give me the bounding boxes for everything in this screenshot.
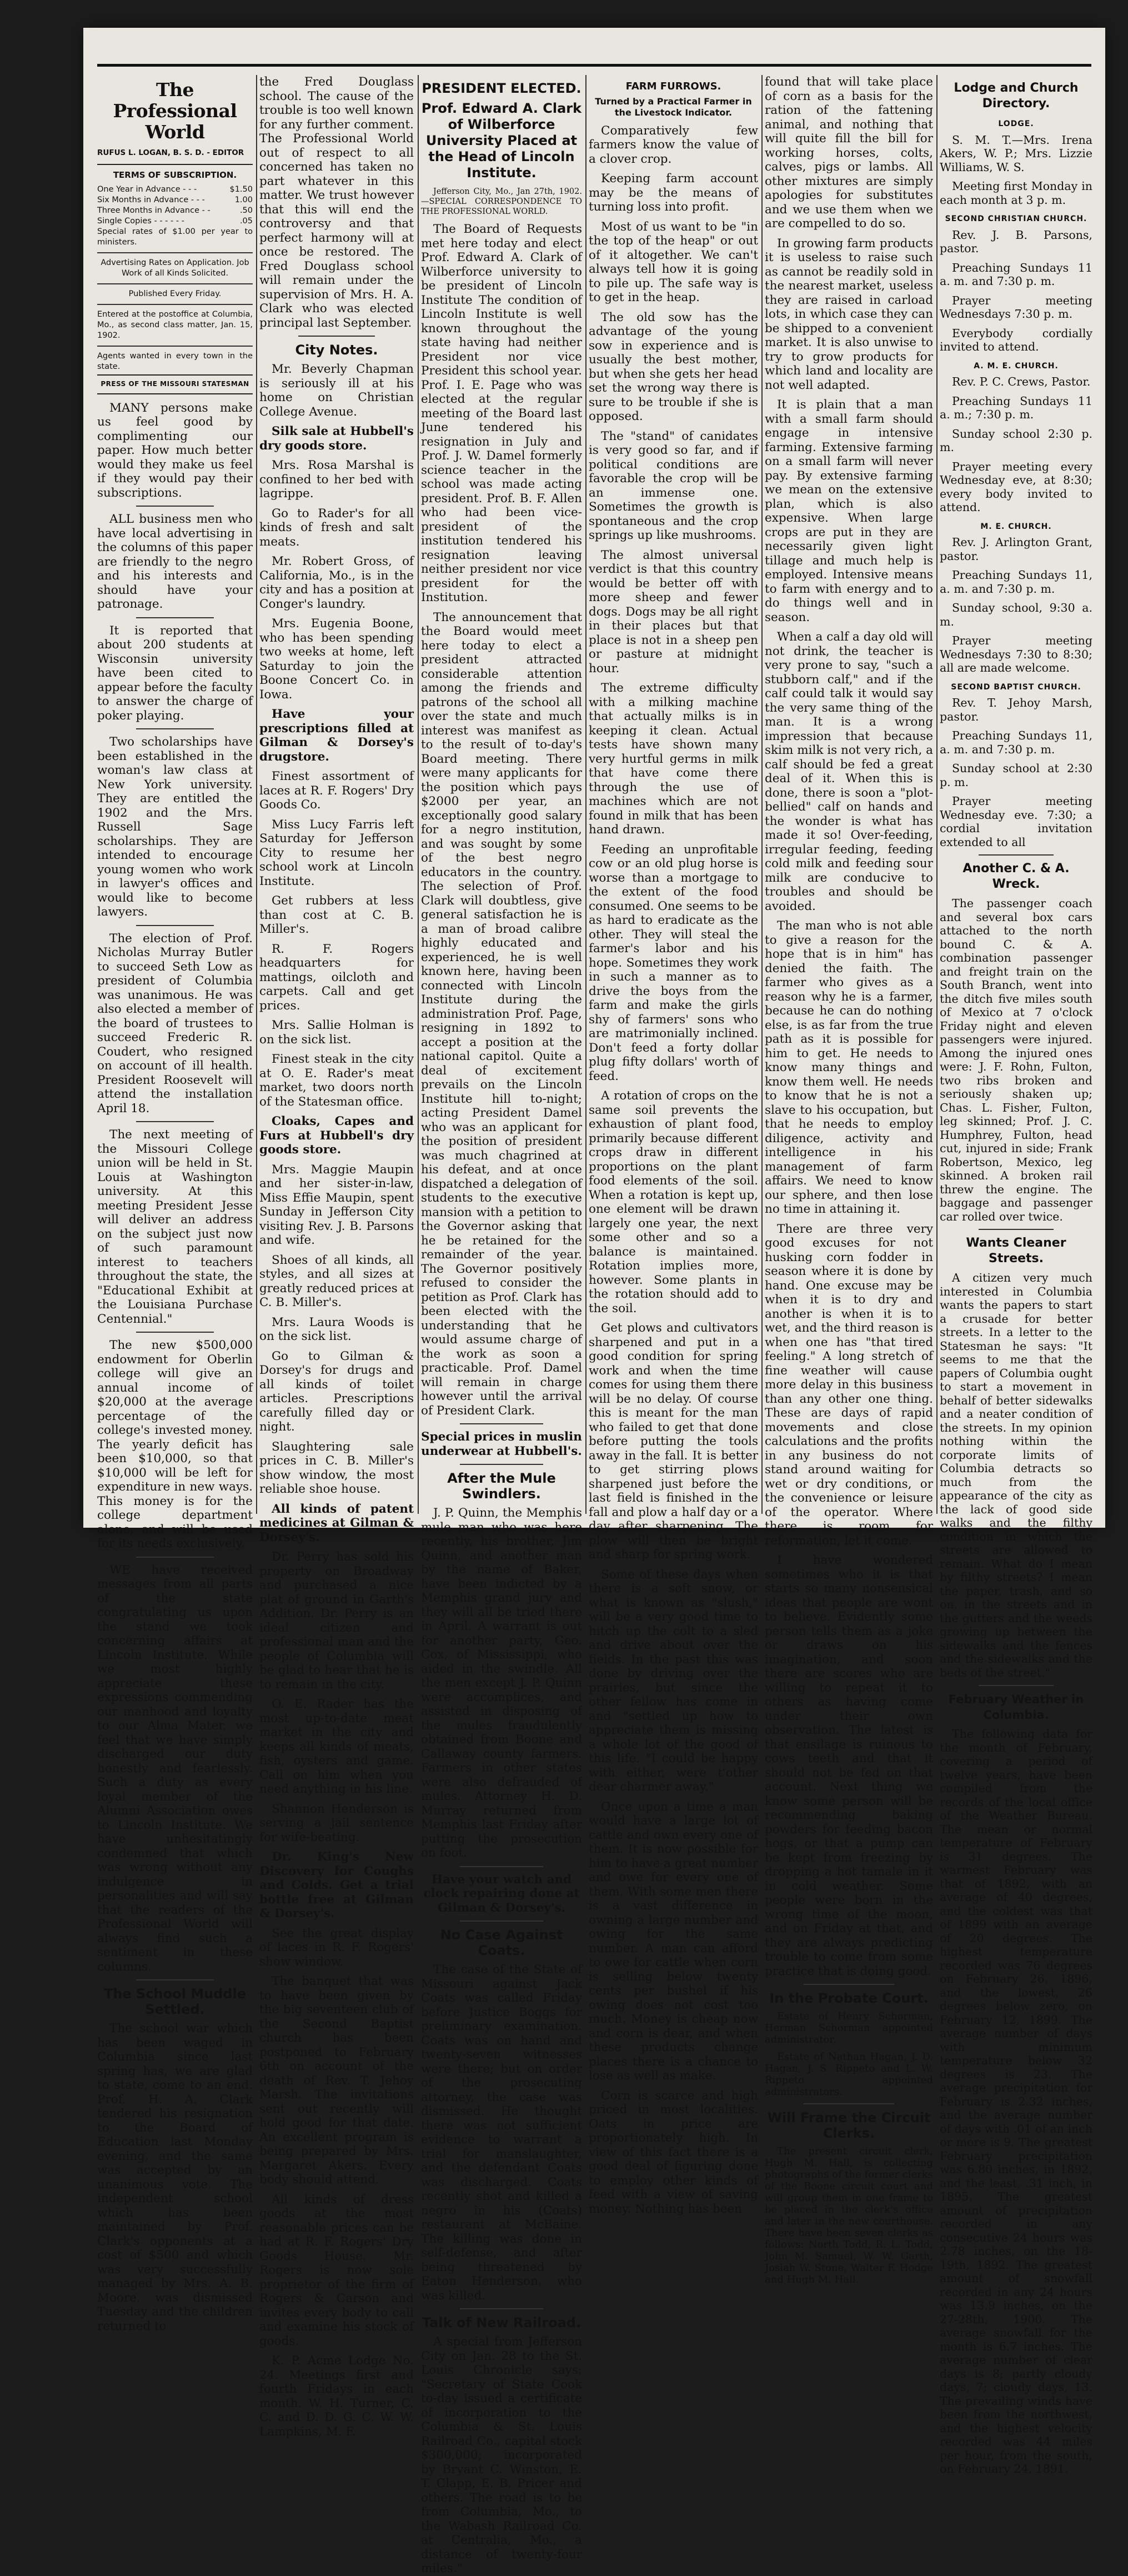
- directory-line: Everybody cordially invited to attend.: [940, 326, 1092, 353]
- city-note: Dr. King's New Discovery for Coughs and Colds. Get a trial bottle free at Gilman & Dorsey's.: [259, 1850, 414, 1920]
- directory-section-title: M. E. CHURCH.: [980, 522, 1052, 531]
- directory-section-title: SECOND CHRISTIAN CHURCH.: [945, 214, 1087, 223]
- cleaner-streets-heading: Wants Cleaner Streets.: [966, 1236, 1066, 1266]
- city-note: The banquet that was to have been given by the big seventeen club of the Second Baptist church has been postponed to February 6th on account of the death of Rev. T. Jehoy Marsh. The invitations sent out recently will hold good for that date. An excellent program is being prepared by Mrs. Margaret Akers. Every body should attend.: [259, 1974, 414, 2187]
- editorial-paragraph: WE have received messages from all parts of the state congratulating us upon the stand we took concerning affairs at Lincoln Institute. While we most highly appreciate these expressions commending our manhood and loyalty to our Alma Mater, we feel that we have simply discharged our duty honestly and fearlessly. Such a duty as every loyal member of the Alumni Association owes to Lincoln Institute. We have unhesitatingly condemned that which was wrong without any indulgence in personalities and will say that the readers of the Professional World will always find such a sentiment in these columns.: [97, 1563, 253, 1974]
- farm-item: Feeding an unprofitable cow or an old plug horse is worse than a mortgage to the extent of the food consumed. One seems to be as hard to eradicate as the other. They will steal the farmer's labor and his hope. Sometimes they work in such a manner as to drive the boys from the farm and make the girls shy of farmers' sons who are matrimonially inclined. Don't feed a forty dollar plug fifty dollars' worth of feed.: [589, 842, 758, 1083]
- column-3: [421, 75, 582, 2575]
- editorial-paragraph: MANY persons make us feel good by complimenting our paper. How much better would they make us feel if they would pay their subscriptions.: [97, 401, 253, 500]
- city-note: See the great display of laces in R. F. Rogers' show window.: [259, 1926, 414, 1969]
- city-note: Slaughtering sale prices in C. B. Miller's show window, the most reliable shoe house.: [259, 1439, 414, 1496]
- agents-note: Agents wanted in every town in the state.: [97, 352, 253, 371]
- divider: [460, 1464, 543, 1465]
- directory-line: Rev. J. B. Parsons, pastor.: [940, 228, 1092, 255]
- farm-item: Corn is scarce and high priced in most localities. Oats in price are proportionately high. In view of this fact there is a good deal of figuring done to employ other kinds of feed with a view of saving money. Nothing has been: [589, 2088, 758, 2216]
- city-note: Dr. Perry has sold his property on Broadway and purchased a nice plat of ground in Garth's Addition. Dr. Perry is an ideal citizen and professional man and the people of Columbia will be glad to hear that he is to remain in the city.: [259, 1550, 414, 1692]
- column-6: [940, 75, 1092, 2475]
- article-body: A citizen very much interested in Columbia wants the papers to start a crusade for better streets. In a letter to the Statesman he says: "It seems to me that the papers of Columbia ought to start a movement in behalf of better sidewalks and a neater condition of the streets. In my opinion nothing within the corporate limits of Columbia detracts so much from the appearance of the city as the lack of good side walks and the filthy condition in which the streets are allowed to remain. What do I mean by filthy streets? I mean the paper, trash, and so on, in the streets and in the gutters and the weeds growing up between the sidewalks and the fences and the sidewalks and the beds of the street.": [940, 1271, 1092, 1679]
- railroad-heading: Talk of New Railroad.: [422, 2315, 581, 2330]
- february-weather-heading: February Weather in Columbia.: [948, 1693, 1084, 1722]
- city-note: Mr. Robert Gross, of California, Mo., is in the city and has a position at Conger's laundry.: [259, 554, 414, 611]
- farm-item: The almost universal verdict is that this country would be better off with more sheep and fewer dogs. Dogs may be all right in their places but that place is not in a sheep pen or pasture at midnight hour.: [589, 548, 758, 676]
- directory-line: Sunday school 2:30 p. m.: [940, 427, 1092, 454]
- wreck-heading: Another C. & A. Wreck.: [962, 862, 1070, 891]
- president-elected-deck: Prof. Edward A. Clark of Wilberforce University Placed at the Head of Lincoln Institute.: [421, 101, 582, 181]
- farm-item: There are three very good excuses for not husking corn fodder in season where it is done by hand. One excuse may be when it is to dry and another is when it is to wet, and the third reason is when one has "that tired feeling." A long stretch of fine weather will cause more delay in this business than any other one thing. These are days of rapid movements and close calculations and the profits in any business do not stand around waiting for wet or dry conditions, or the convenience or leisure of the operator. Where there is room for reformation, let it come.: [765, 1222, 933, 1548]
- circuit-clerks-body: [765, 2145, 933, 2285]
- header-rule: [97, 64, 1091, 67]
- published-note: Published Every Friday.: [128, 289, 222, 298]
- directory-line: Preaching Sundays 11 a. m.; 7:30 p. m.: [940, 394, 1092, 421]
- divider: [460, 2308, 543, 2309]
- divider: [979, 1685, 1054, 1686]
- column-4: [589, 75, 758, 2216]
- terms-row: One Year in Advance - - - $1.50: [97, 185, 253, 194]
- entered-note: Entered at the postoffice at Columbia, Mo., as second class matter, Jan. 15, 1902.: [97, 310, 253, 340]
- directory-section-title: SECOND BAPTIST CHURCH.: [951, 682, 1081, 692]
- directory-line: Prayer meeting Wednesdays 7:30 to 8:30; all are made welcome.: [940, 634, 1092, 674]
- farm-item: I have wondered sometimes who it is that starts so many nonsensical ideas that people are wont to believe. Evidently some person tells them as a joke or draws on his imagination, and soon there are scores who are willing to repeat it to others as having come under their own observation. The latest is that ensilage is ruinous to cows teeth and that it should not be fed on that account. Next thing we know some person will be recommending baking powders for feeding bacon hogs, or that a pump can be kept from freezing by dropping a hot tamale in it in cold weather. Some people were born in the wrong time of the moon, and on Friday at that, and they are always predicting trouble to come from some practice that is doing good.: [765, 1553, 933, 1978]
- divider: [298, 336, 375, 337]
- farm-item: It is plain that a man with a small farm should engage in intensive farming. Extensive farming on a small farm will never pay. By extensive farming we mean on the extensive plan, which is also expensive. When large crops are put in they are necessarily given light tillage and much help is employed. Intensive means to farm with energy and to do things well and in season.: [765, 398, 933, 624]
- advertising-note: Advertising Rates on Application. Job Work of all Kinds Solicited.: [101, 258, 249, 278]
- watch-repair-ad: Have your watch and clock repairing done at Gilman & Dorsey's.: [423, 1872, 580, 1915]
- terms-row: Six Months in Advance - - - 1.00: [97, 196, 253, 204]
- directory-line: Rev. J. Arlington Grant, pastor.: [940, 536, 1092, 563]
- article-body: The following data for the month of February, covering a period of twelve years, have been compiled from the records of the local office of the Weather Bureau. The mean or normal temperature of February is 31 degrees. The warmest February was that of 1892, with an average of 40 degrees, and the coldest was that of 1899 with an average of 20 degrees. The highest temperature recorded was 76 degrees on February 26, 1896, and the lowest, 26 degrees below zero, on February 12, 1899. The average number of days with minimum temperature below 32 degrees is 23. The average precipitation for February is 2.32 inches, and the average number of days with .01 of an inch or more is 9. The greatest February precipitation was 6.80 inches, in 1892, and the least, .31 inch, in 1895. The greatest amount of precipitation recorded in any consecutive 24 hours was 2.78 inches, on the 18-19th, 1892. The greatest amount of snowfall recorded in any 24 hours was 13.9 inches, on the 27-28th, 1900. The average snowfall for the month is 6.7 inches. The average number of clear days is 8; partly cloudy days, 7; cloudy days, 13. The prevailing winds have been from the northwest, and the highest velocity recorded was 44 miles per hour, from the south, on February 24, 1891.: [940, 1727, 1092, 2475]
- president-elected-heading: PRESIDENT ELECTED.: [422, 81, 581, 96]
- city-note: Shoes of all kinds, all styles, and all sizes at greatly reduced prices at C. B. Miller's.: [259, 1253, 414, 1309]
- farm-item: The extreme difficulty with a milking machine that actually milks is in keeping it clean. Actual tests have shown many very hurtful germs in milk that have come there through the use of machines which are not found in milk that has been hand drawn.: [589, 681, 758, 837]
- city-note: Go to Gilman & Dorsey's for drugs and all kinds of toilet articles. Prescriptions carefully filled day or night.: [259, 1349, 414, 1434]
- masthead-editor: RUFUS L. LOGAN, B. S. D. - EDITOR: [97, 146, 253, 165]
- farm-furrows-deck: Turned by a Practical Farmer in the Livestock Indicator.: [595, 96, 752, 118]
- terms-heading: TERMS OF SUBSCRIPTION.: [113, 169, 237, 180]
- terms-row: Three Months in Advance - - .50: [97, 206, 253, 215]
- divider: [460, 1423, 543, 1424]
- directory-line: Preaching Sundays 11 a. m. and 7:30 p. m.: [940, 261, 1092, 288]
- directory-line: Prayer meeting every Wednesday eve, at 8:30; every body invited to attend.: [940, 459, 1092, 514]
- column-5: [765, 75, 933, 2285]
- city-note: Have your prescriptions filled at Gilman & Dorsey's drugstore.: [259, 707, 414, 764]
- city-note: Shannon Henderson is serving a jail sentence for wife-beating.: [259, 1802, 414, 1844]
- column-2: [259, 75, 414, 2439]
- divider: [136, 728, 214, 729]
- farm-item: The old sow has the advantage of the young sow in experience and is usually the best mother, but when she gets her head set the wrong way there is sure to be trouble if she is opposed.: [589, 310, 758, 423]
- article-continuation: the Fred Douglass school. The cause of the trouble is too well known for any further comment. The Professional World out of respect to all concerned has taken no part whatever in this matter. We trust however that this will end the controversy and that perfect harmony will at once be restored. The Fred Douglass school will remain under the supervision of Mrs. H. A. Clark who was elected principal last September.: [259, 75, 414, 330]
- divider: [97, 252, 253, 253]
- city-note: Miss Lucy Farris left Saturday for Jefferson City to resume her school work at Lincoln Institute.: [259, 817, 414, 888]
- divider: [136, 617, 214, 618]
- article-body: The passenger coach and several box cars attached to the north bound C. & A. combination passenger and freight train on the South Branch, went into the ditch five miles south of Mexico at 7 o'clock Friday night and eleven passengers were injured. Among the injured ones were: J. F. Rohn, Fulton, two ribs broken and seriously shaken up; Chas. L. Fisher, Fulton, leg skinned; Prof. J. C. Humphrey, Fulton, head cut, injured in side; Frank Robertson, Mexico, leg skinned. A broken rail threw the engine. The baggage and passenger car rolled over twice.: [940, 897, 1092, 1223]
- divider: [460, 1920, 543, 1922]
- city-note: Mrs. Sallie Holman is on the sick list.: [259, 1018, 414, 1047]
- editorial-paragraph: The election of Prof. Nicholas Murray Butler to succeed Seth Low as president of Columbia was unanimous. He was also elected a member of the board of trustees to succeed Frederic R. Coudert, who resigned on account of ill health. President Roosevelt will attend the installation April 18.: [97, 931, 253, 1116]
- divider: [136, 1979, 214, 1980]
- city-note: Mrs. Maggie Maupin and her sister-in-law, Miss Effie Maupin, spent Sunday in Jefferson City visiting Rev. J. B. Parsons and wife.: [259, 1162, 414, 1247]
- divider: [136, 1332, 214, 1333]
- probate-item: Estate of Henry Schorman, Herman Schorman appointed administrator.: [765, 2010, 933, 2045]
- farm-item: In growing farm products it is useless to raise such as cannot be readily sold in the nearest market, useless they are raised in carload lots, in which case they can be shipped to a convenient market. It is also unwise to try to grow products for which land and locality are not well adapted.: [765, 236, 933, 392]
- directory-section-title: A. M. E. CHURCH.: [974, 361, 1059, 371]
- divider: [460, 1866, 543, 1867]
- city-note: O. E. Rader has the most up-to-date meat market in the city and keeps all kinds of meats, fish, oysters and game. Call on him when you need anything in his line.: [259, 1697, 414, 1796]
- divider: [136, 506, 214, 507]
- farm-item: Some of these days when there is a soft snow, or what is known as "slush," will be a very good time to hitch up the colt to a sled and drive about over the fields. In the past this was done by driving over the prairies, but since the other fellow has come in and "settled up how to appreciate them is missing a whole lot of the good of this life. "I could be happy with either, were t'other dear charmer away.": [589, 1567, 758, 1794]
- farm-item: A rotation of crops on the same soil prevents the exhaustion of plant food, primarily because different crops draw in different proportions on the plant food elements of the soil. When a rotation is kept up, one element will be drawn largely one year, the next some other and so a balance is maintained. Rotation implies more, however. Some plants in the rotation should add to the soil.: [589, 1089, 758, 1315]
- city-note: Finest assortment of laces at R. F. Rogers' Dry Goods Co.: [259, 769, 414, 812]
- farm-item: Most of us want to be "in the top of the heap" or out of it altogether. We can't always tell how it is going to pile up. The safe way is to get in the heap.: [589, 219, 758, 304]
- farm-item: When a calf a day old will not drink, the teacher is very prone to say, "such a stubborn calf," and if the calf could talk it would say the very same thing of the man. It is a wrong impression that because skim milk is not very rich, a calf should be fed a great deal of it. When this is done, there is soon a "plot-bellied" calf on hands and the wonder is what has made it so! Over-feeding, irregular feeding, feeding cold milk and feeding sour milk are conducive to troubles and should be avoided.: [765, 630, 933, 913]
- farm-item: The "stand" of canidates is very good so far, and if political conditions are favorable the crop will be an immense one. Sometimes the growth is spontaneous and the crop springs up like mushrooms.: [589, 429, 758, 542]
- divider: [97, 283, 253, 284]
- divider: [136, 1557, 214, 1558]
- directory-line: Prayer meeting Wednesday eve. 7:30; a cordial invitation extended to all: [940, 794, 1092, 849]
- city-note: Go to Rader's for all kinds of fresh and salt meats.: [259, 506, 414, 549]
- farm-furrows-heading: FARM FURROWS.: [625, 81, 721, 92]
- city-note: Cloaks, Capes and Furs at Hubbell's dry goods store.: [259, 1114, 414, 1157]
- divider: [979, 854, 1054, 856]
- press-line: PRESS OF THE MISSOURI STATESMAN: [97, 374, 253, 394]
- directory-line: Sunday school at 2:30 p. m.: [940, 762, 1092, 789]
- city-note: Get rubbers at less than cost at C. B. Miller's.: [259, 894, 414, 936]
- farm-item: Comparatively few farmers know the value of a clover crop.: [589, 123, 758, 166]
- probate-court-heading: In the Probate Court.: [769, 1990, 929, 2006]
- divider: [97, 304, 253, 305]
- column-rule: [418, 75, 419, 1514]
- divider: [979, 1229, 1054, 1230]
- article-body: The case of the State of Missouri against Jack Coats was called Friday before Justice Boggs for preliminary examination. Coats was on hand and twenty-seven witnesses were there; but on order of the prosecuting attorney, the case was dismissed. He thought there was not sufficient evidence to warrant a trial for manslaughter, and the defendant Coats was discharged. Coats recently shot and killed a negro in his (Coats) restaurant at McBaine. The killing was done in self-defense, and after being threatened by Eaton Henderson, who was killed.: [421, 1963, 582, 2303]
- farm-item: Get plows and cultivators sharpened and put in a good condition for spring work and when the time comes for using them there will be no delay. Of course this is meant for the man who failed to get that done before putting the tools away in the fall. It is better to get stirring plows sharpened just before the last field is finished in the fall and plow a half day or a day after sharpening. The plow will then be bright and sharp for spring work.: [589, 1321, 758, 1562]
- directory-line: Preaching Sundays 11, a. m. and 7:30 p. m.: [940, 729, 1092, 756]
- city-note: Mr. Beverly Chapman is seriously ill at his home on Christian College Avenue.: [259, 362, 414, 419]
- farm-item: Keeping farm account may be the means of turning loss into profit.: [589, 172, 758, 214]
- probate-item: Estate of Nathan Hagan, J. D. Hagan, J. S. Rippeto and L. W. Rippeto appointed administrators.: [765, 2051, 933, 2098]
- editorial-paragraph: The new $500,000 endowment for Oberlin college will give an annual income of $20,000 at the average percentage of the college's invested money. The yearly deficit has been $10,000, so that $10,000 will be left for expenditure in new ways. This money is for the college department alone, and will be used for its needs exclusively.: [97, 1338, 253, 1550]
- column-1: [97, 75, 253, 2333]
- directory-heading: Lodge and Church Directory.: [954, 81, 1079, 111]
- divider: [136, 925, 214, 926]
- circuit-clerks-heading: Will Frame the Circuit Clerks.: [767, 2110, 931, 2141]
- muslin-ad: Special prices in muslin underwear at Hubbell's.: [421, 1430, 582, 1458]
- city-note: K. P. Acme Lodge No. 24. Meetings first and fourth Fridays in each month. W. H. Turner, C. C. and D. D. G. C. W. W. Lampkins, M. F.: [259, 2354, 414, 2439]
- directory-line: Preaching Sundays 11, a. m. and 7:30 p. m.: [940, 568, 1092, 596]
- directory-line: Rev. T. Jehoy Marsh, pastor.: [940, 696, 1092, 723]
- editorial-paragraph: ALL business men who have local advertising in the columns of this paper are friendly to the negro and his interests and should have your patronage.: [97, 512, 253, 611]
- directory-line: S. M. T.—Mrs. Irena Akers, W. P.; Mrs. Lizzie Williams, W. S.: [940, 133, 1092, 174]
- divider: [97, 346, 253, 347]
- editorial-paragraph: Two scholarships have been established in the woman's law class at New York university. They are entitled the 1902 and the Mrs. Russell Sage scholarships. They are intended to encourage young women who work in lawyer's offices and would like to become lawyers.: [97, 735, 253, 919]
- mule-swindlers-heading: After the Mule Swindlers.: [447, 1470, 556, 1502]
- directory-line: Prayer meeting Wednesdays 7:30 p. m.: [940, 293, 1092, 321]
- city-note: All kinds of patent medicines at Gilman & Dorsey's.: [259, 1502, 414, 1544]
- city-note: Mrs. Rosa Marshal is confined to her bed with lagrippe.: [259, 458, 414, 501]
- farm-item: found that will take place of corn as a basis for the ration of the fattening animal, and nothing that will quite fill the bill for working horses, colts, calves, pigs or lambs. All other mixtures are simply apologies for substitutes and we use them when we are compelled to do so.: [765, 75, 933, 231]
- article-body: The Board of Requests met here today and elect Prof. Edward A. Clark of Wilberforce university to be president of Lincoln Institute The condition of Lincoln Institute is well known throughout the state having had neither President nor vice President this school year. Prof. I. E. Page who was elected at the regular meeting of the Board last June tendered his resignation in July and Prof. J. W. Damel formerly science teacher in the school was made acting president. Prof. B. F. Allen who had been vice-president of the institution tendered his resignation leaving neither president nor vice president for the Institution.: [421, 222, 582, 604]
- article-body: The present circuit clerk, Hugh M. Hall, is collecting photographs of the former clerks of the Boone circuit court and will group them in one frame to be placed in the clerk's office and later in the new courthouse. There have been seven clerks as follows: North Todd, R. L. Todd, John M. Samuel, W. W. Garth, Josiah W. Stone, Walter F. Hodge and Hugh M. Hall.: [765, 2145, 933, 2285]
- divider: [804, 2103, 894, 2104]
- dateline: Jefferson City, Mo., Jan 27th, 1902.—SPECIAL CORRESPONDENCE TO THE PROFESSIONAL WORLD.: [421, 187, 582, 216]
- city-note: Mrs. Laura Woods is on the sick list.: [259, 1315, 414, 1343]
- probate-items: [765, 2010, 933, 2098]
- article-body: J. P. Quinn, the Memphis mule man who was here recently, his brother, Jim Quinn, and another man by the name of Baker, have been indicted by a Memphis grand jury and they will all be tried there in April. A warrant is out for another party, Geo. Cox, of Mississippi, who aided in the swindle. All the men except J. P. Quinn were accomplices, and assisted in disposing of the mules fraudulently obtained from Boone and Callaway county farmers. Farmers in other states were also defrauded of mules. Attorney H. D. Murray returned from Memphis last Friday after putting the prosecution on foot.: [421, 1506, 582, 1860]
- column-rule: [256, 75, 257, 1514]
- farm-item: Once upon a time a man would have a large lot of cattle and own every one of them. It is now possible for him to have a great number and owe for every one of them. With some men there is a vast difference in owning a large number and owing for the same number. A man can afford to owe for cattle when corn is selling below twenty cents per bushel if his owing does not cost too much. Money is cheap now and corn is dear, and when these products change places there is a chance to lose as well as make.: [589, 1799, 758, 2083]
- directory-section-title: LODGE.: [998, 119, 1034, 128]
- city-notes-heading: City Notes.: [295, 342, 378, 358]
- article-body: The school war which has been waged in Columbia since last spring has, we are glad to state, come to an end. Prof. H. A. Clark tendered his resignation to the Board of Education last Monday evening, and the same was accepted by an unanimous vote. The independent school which has been maintained by Prof. Clark's opponents at a cost of $500 and which was very successfully managed by Mrs. A. B. Moore, was dismissed Tuesday and the children returned to: [97, 2022, 253, 2333]
- city-note: Mrs. Eugenia Boone, who has been spending two weeks at home, left Saturday to join the Boone Concert Co. in Iowa.: [259, 617, 414, 702]
- divider: [136, 1121, 214, 1122]
- editorial-paragraph: The next meeting of the Missouri College union will be held in St. Louis at Washington university. At this meeting President Jesse will deliver an address on the subject just now of such paramount interest to teachers throughout the state, the "Educational Exhibit at the Louisiana Purchase Centennial.": [97, 1128, 253, 1326]
- newspaper-page: [83, 28, 1105, 2575]
- coats-case-heading: No Case Against Coats.: [440, 1927, 563, 1958]
- directory-line: Meeting first Monday in each month at 3 p. m.: [940, 179, 1092, 207]
- column-rule: [936, 75, 938, 1514]
- directory-line: Sunday school, 9:30 a. m.: [940, 601, 1092, 628]
- terms-row: Single Copies - - - - - - .05: [97, 217, 253, 226]
- city-note: Finest steak in the city at O. E. Rader's meat market, two doors north of the Statesman office.: [259, 1052, 414, 1109]
- special-rates: Special rates of $1.00 per year to ministers.: [97, 227, 253, 247]
- city-note: Silk sale at Hubbell's dry goods store.: [259, 424, 414, 453]
- column-rule: [585, 75, 586, 1514]
- divider: [804, 1984, 894, 1985]
- column-rule: [761, 75, 763, 1514]
- city-note: R. F. Rogers headquarters for mattings, oilcloth and carpets. Call and get prices.: [259, 942, 414, 1013]
- directory-line: Rev. P. C. Crews, Pastor.: [952, 375, 1091, 388]
- article-body: A special from Jefferson City on Jan. 28 to the St. Louis Chronicle says: "Secretary of State Cook to-day issued a certificate of incorporation to the Columbia & St. Louis Railroad Co., capital stock $300,000; incorporated by Bryant C. Winston, E. T. Clapp, E. B. Pricer and others. The road is to be from Columbia, Mo., to the Wabash Railroad Co. at Centralia, Mo., a distance of twenty-four miles.": [421, 2335, 582, 2575]
- farm-item: The man who is not able to give a reason for the hope that is in him" has denied the faith. The farmer who gives as a reason why he is a farmer, because he can do nothing else, is as far from the true path as it is possible for him to get. He needs to know many things and know them well. He needs to know that he is not a slave to his occupation, but that he needs to employ diligence, activity and intelligence in his management of farm affairs. We need to know our sphere, and then lose no time in attaining it.: [765, 919, 933, 1216]
- article-body: The announcement that the Board would meet here today to elect a president attracted considerable attention among the friends and patrons of the school all over the state and much interest was manifest as to the result of to-day's Board meeting. There were many applicants for the position which pays $2000 per year, an exceptionally good salary for a negro institution, and was sought by some of the best negro educators in the country. The selection of Prof. Clark will doubtless, give general satisfaction he is a man of broad calibre highly educated and experienced, he is well known here, having been connected with Lincoln Institute during the administration Prof. Page, resigning in 1892 to accept a position at the national capitol. Quite a deal of excitement prevails on the Lincoln Institute hill to-night; acting President Damel who was an applicant for the position of president was much chagrined at his defeat, and at once dispatched a delegation of students to the executive mansion with a petition to the Governor asking that he be retained for the remainder of the year. The Governor positively refused to consider the petition as Prof. Clark has been elected with the understanding that he would assume charge of the work as soon a practicable. Prof. Damel will remain in charge however until the arrival of President Clark.: [421, 610, 582, 1418]
- editorial-paragraph: It is reported that about 200 students at Wisconsin university have been cited to appear before the faculty to answer the charge of poker playing.: [97, 623, 253, 723]
- masthead-title: The Professional World: [113, 79, 237, 143]
- school-muddle-heading: The School Muddle Settled.: [103, 1986, 247, 2017]
- city-note: All kinds of dress goods at the most reasonable prices can be had at R. F. Rogers' Dry Goods House. Mr. Rogers is now sole proprietor of the firm of Rogers & Carson and invites every body to call and examine his stock of goods.: [259, 2192, 414, 2348]
